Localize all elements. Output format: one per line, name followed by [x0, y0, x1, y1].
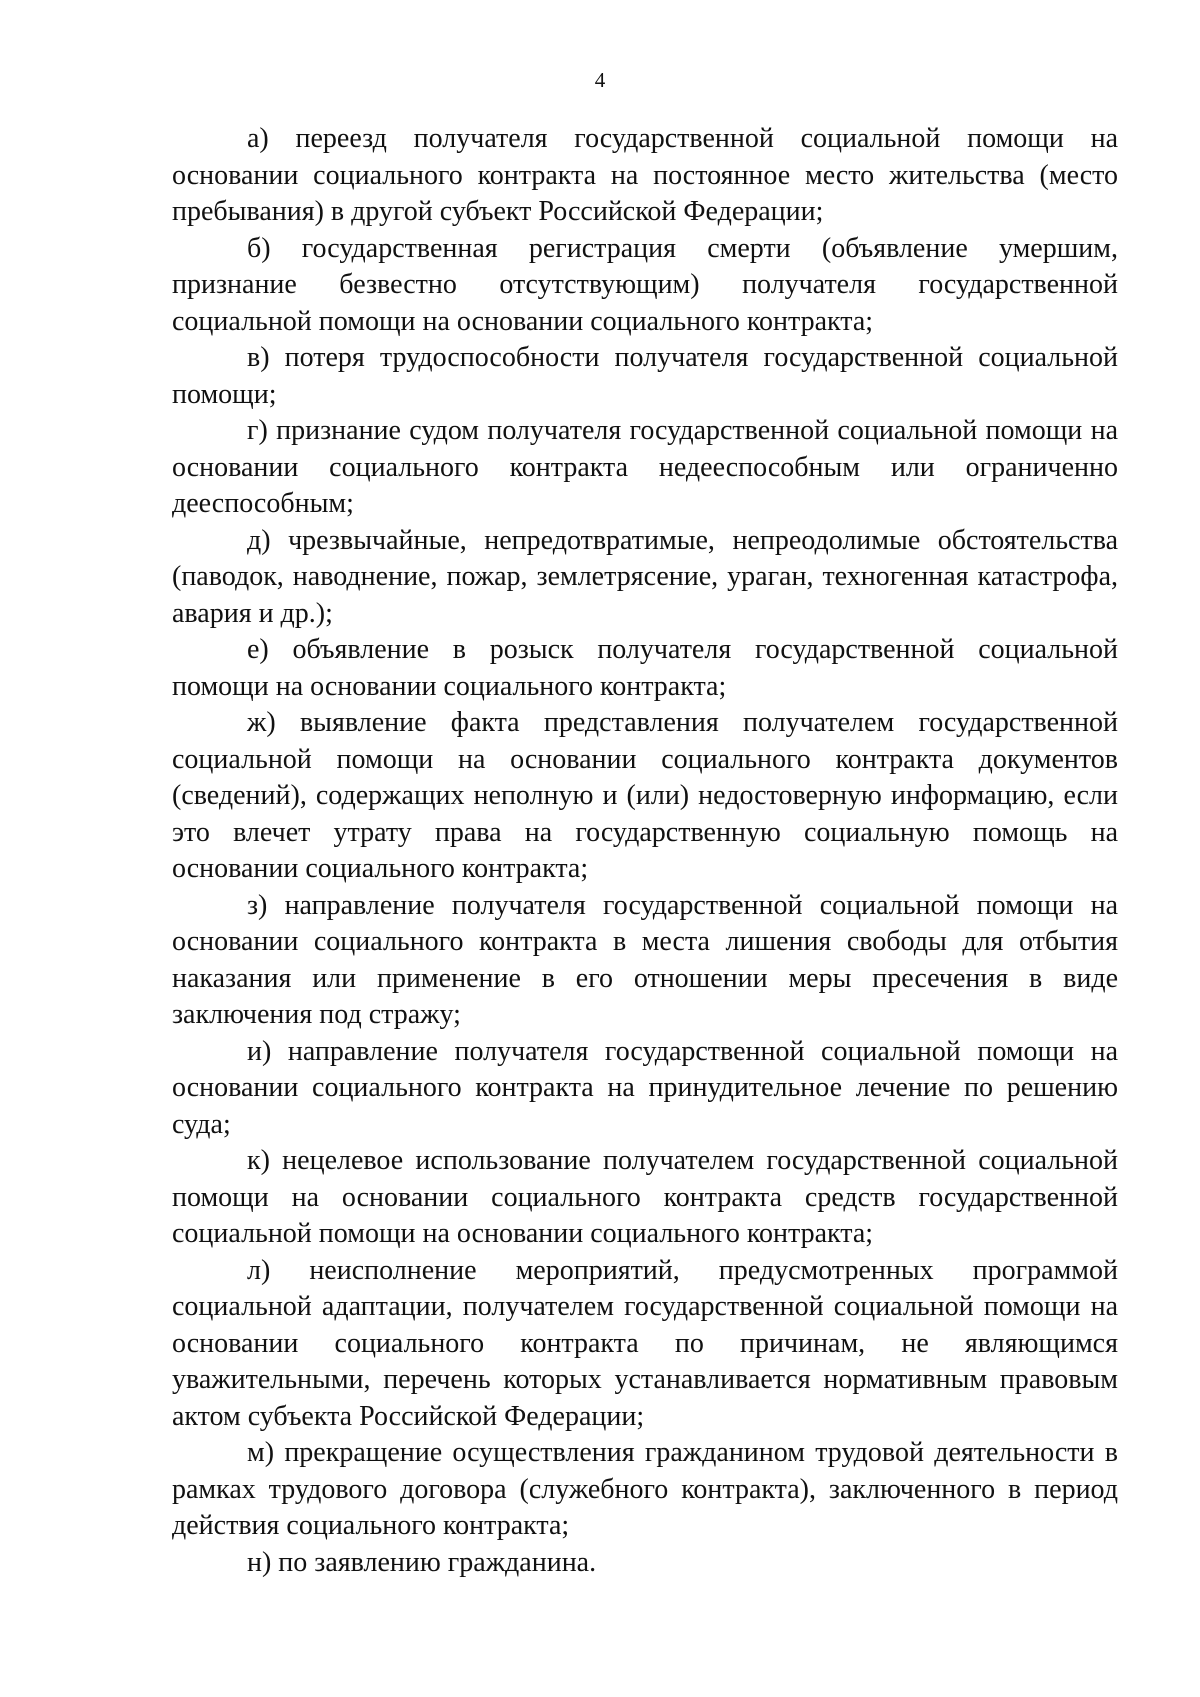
list-item-m: м) прекращение осуществления гражданином трудовой деятельности в рамках трудового договора (служебного контракта), заключенного в период действия социального контракта; — [172, 1437, 1118, 1541]
list-item-n: н) по заявлению гражданина. — [247, 1546, 597, 1578]
list-item-e: е) объявление в розыск получателя государственной социальной помощи на основании социального контракта; — [172, 634, 1118, 702]
page-number: 4 — [594, 68, 606, 92]
list-item-i: и) направление получателя государственной социальной помощи на основании социального контракта на принудительное лечение по решению суда; — [172, 1035, 1118, 1140]
list-item-a: а) переезд получателя государственной социальной помощи на основании социального контракта на постоянное место жительства (место пребывания) в другой субъект Российской Федерации; — [172, 123, 1118, 227]
list-item-z: з) направление получателя государственной социальной помощи на основании социального контракта в места лишения свободы для отбытия наказания или применение в его отношении меры пресечения в виде заключения под стражу; — [172, 889, 1118, 1030]
list-item-b: б) государственная регистрация смерти (объявление умершим, признание безвестно отсутствующим) получателя государственной социальной помощи на основании социального контракта; — [172, 232, 1118, 337]
list-item-g: г) признание судом получателя государственной социальной помощи на основании социального контракта недееспособным или ограниченно дееспособным; — [172, 415, 1118, 519]
list-item-l: л) неисполнение мероприятий, предусмотренных программой социальной адаптации, получателем государственной социальной помощи на основании социального контракта по причинам, не являющимся уважительными, перечень которых устанавливается нормативным правовым актом субъекта Российской Федерации; — [172, 1254, 1118, 1432]
document-body — [172, 121, 1118, 1581]
list-item-d: д) чрезвычайные, непредотвратимые, непреодолимые обстоятельства (паводок, наводнение, пожар, землетрясение, ураган, техногенная катастрофа, авария и др.); — [172, 524, 1118, 629]
list-item-k: к) нецелевое использование получателем государственной социальной помощи на основании социального контракта средств государственной социальной помощи на основании социального контракта; — [172, 1145, 1118, 1249]
list-item-v: в) потеря трудоспособности получателя государственной социальной помощи; — [172, 342, 1118, 410]
list-item-zh: ж) выявление факта представления получателем государственной социальной помощи на основании социального контракта документов (сведений), содержащих неполную и (или) недостоверную информацию, если это влечет утрату права на государственную социальную помощь на основании социального контракта; — [172, 707, 1118, 884]
